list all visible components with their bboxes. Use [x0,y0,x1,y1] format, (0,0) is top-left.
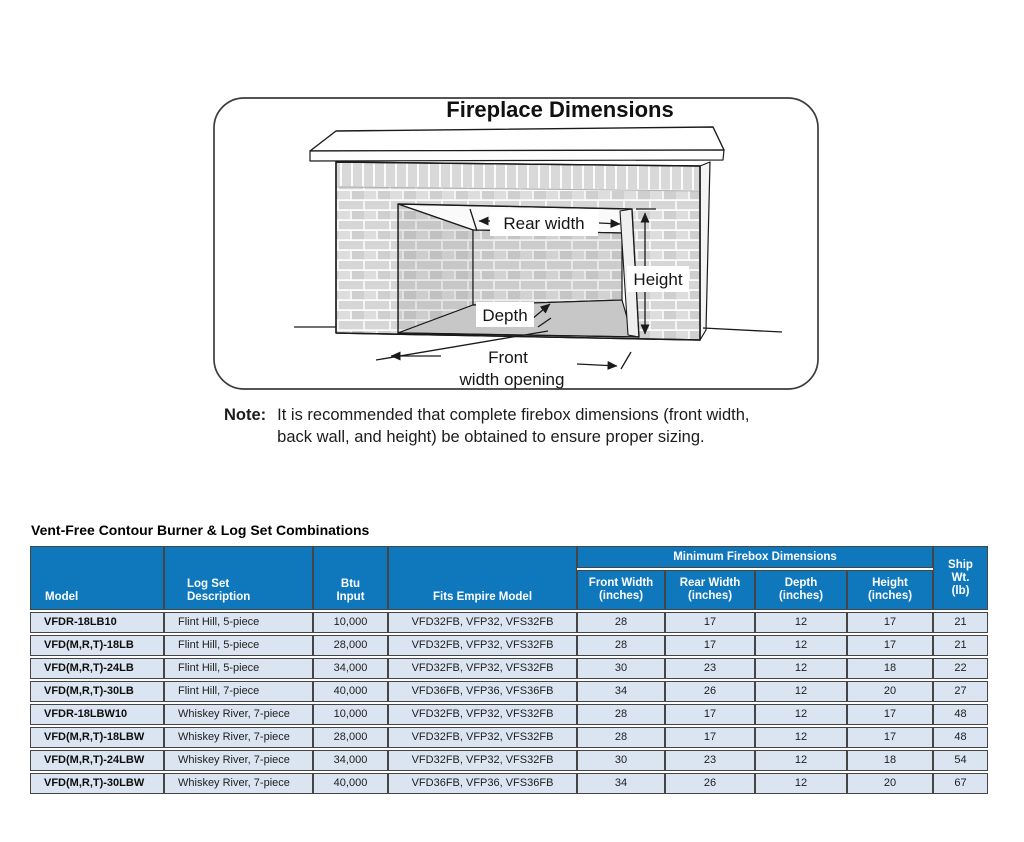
cell-rear-width: 23 [665,750,755,771]
mantel-top [310,127,724,151]
cell-front-width: 28 [577,704,665,725]
note-line-2: back wall, and height) be obtained to ensure proper sizing. [277,428,705,446]
mantel-front-edge [310,150,724,161]
cell-log-set-description: Whiskey River, 7-piece [164,750,313,771]
cell-model: VFDR-18LB10 [30,612,164,633]
front-width-label-line1: Front [488,348,528,367]
cell-rear-width: 26 [665,773,755,794]
cell-log-set-description: Flint Hill, 5-piece [164,635,313,656]
cell-ship-wt: 67 [933,773,988,794]
cell-front-width: 34 [577,681,665,702]
cell-height: 17 [847,727,933,748]
note [224,404,749,448]
cell-model: VFD(M,R,T)-30LB [30,681,164,702]
cell-rear-width: 17 [665,612,755,633]
table-row [30,704,988,725]
cell-rear-width: 17 [665,704,755,725]
cell-btu-input: 40,000 [313,773,388,794]
cell-height: 18 [847,750,933,771]
table-row [30,750,988,771]
cell-height: 17 [847,635,933,656]
cell-fits-empire-model: VFD32FB, VFP32, VFS32FB [388,612,577,633]
cell-btu-input: 10,000 [313,704,388,725]
cell-model: VFD(M,R,T)-30LBW [30,773,164,794]
col-header-log-set: Log Set Description [164,546,313,610]
cell-depth: 12 [755,658,847,679]
cell-log-set-description: Whiskey River, 7-piece [164,704,313,725]
front-width-label-line2: width opening [459,370,565,389]
cell-rear-width: 17 [665,727,755,748]
depth-label: Depth [482,306,528,325]
col-header-ship-wt: Ship Wt. (lb) [933,546,988,610]
col-header-model: Model [30,546,164,610]
col-header-fits: Fits Empire Model [388,546,577,610]
cell-ship-wt: 21 [933,612,988,633]
col-header-btu: Btu Input [313,546,388,610]
cell-ship-wt: 22 [933,658,988,679]
rear-width-label: Rear width [503,214,585,233]
cell-height: 20 [847,681,933,702]
cell-depth: 12 [755,773,847,794]
note-label: Note: [224,406,267,424]
cell-fits-empire-model: VFD36FB, VFP36, VFS36FB [388,681,577,702]
table-row [30,727,988,748]
cell-btu-input: 10,000 [313,612,388,633]
note-line-1: It is recommended that complete firebox dimensions (front width, [277,406,750,424]
cell-front-width: 28 [577,727,665,748]
table-body [30,612,988,794]
cell-log-set-description: Whiskey River, 7-piece [164,773,313,794]
diagram-title: Fireplace Dimensions [446,97,674,122]
cell-front-width: 30 [577,658,665,679]
cell-front-width: 28 [577,612,665,633]
cell-height: 17 [847,704,933,725]
cell-ship-wt: 48 [933,704,988,725]
cell-fits-empire-model: VFD32FB, VFP32, VFS32FB [388,704,577,725]
cell-btu-input: 28,000 [313,727,388,748]
cell-model: VFD(M,R,T)-18LBW [30,727,164,748]
col-group-min-firebox-dimensions: Minimum Firebox Dimensions [577,546,933,568]
cell-btu-input: 28,000 [313,635,388,656]
cell-rear-width: 23 [665,658,755,679]
col-header-rear-width: Rear Width (inches) [665,570,755,610]
cell-model: VFDR-18LBW10 [30,704,164,725]
cell-btu-input: 34,000 [313,658,388,679]
table-header [30,546,988,610]
col-header-depth: Depth (inches) [755,570,847,610]
cell-ship-wt: 48 [933,727,988,748]
table-row [30,681,988,702]
cell-height: 17 [847,612,933,633]
cell-depth: 12 [755,704,847,725]
cell-log-set-description: Flint Hill, 5-piece [164,658,313,679]
cell-depth: 12 [755,750,847,771]
soldier-course [337,163,699,190]
cell-model: VFD(M,R,T)-24LBW [30,750,164,771]
cell-log-set-description: Whiskey River, 7-piece [164,727,313,748]
cell-fits-empire-model: VFD36FB, VFP36, VFS36FB [388,773,577,794]
table-row [30,612,988,633]
cell-rear-width: 26 [665,681,755,702]
cell-ship-wt: 54 [933,750,988,771]
col-header-height: Height (inches) [847,570,933,610]
cell-ship-wt: 27 [933,681,988,702]
cell-log-set-description: Flint Hill, 7-piece [164,681,313,702]
cell-btu-input: 34,000 [313,750,388,771]
note-text [277,404,749,448]
cell-btu-input: 40,000 [313,681,388,702]
cell-fits-empire-model: VFD32FB, VFP32, VFS32FB [388,658,577,679]
cell-front-width: 34 [577,773,665,794]
height-label: Height [633,270,683,289]
combinations-section [30,522,992,796]
table-title: Vent-Free Contour Burner & Log Set Combinations [31,522,370,538]
cell-fits-empire-model: VFD32FB, VFP32, VFS32FB [388,635,577,656]
cell-height: 20 [847,773,933,794]
cell-log-set-description: Flint Hill, 5-piece [164,612,313,633]
cell-depth: 12 [755,727,847,748]
cell-ship-wt: 21 [933,635,988,656]
cell-height: 18 [847,658,933,679]
cell-depth: 12 [755,681,847,702]
cell-fits-empire-model: VFD32FB, VFP32, VFS32FB [388,750,577,771]
cell-model: VFD(M,R,T)-18LB [30,635,164,656]
table-row [30,658,988,679]
col-header-front-width: Front Width (inches) [577,570,665,610]
cell-front-width: 28 [577,635,665,656]
cell-depth: 12 [755,612,847,633]
table-row [30,773,988,794]
cell-fits-empire-model: VFD32FB, VFP32, VFS32FB [388,727,577,748]
cell-front-width: 30 [577,750,665,771]
combinations-table [30,544,988,796]
cell-rear-width: 17 [665,635,755,656]
cell-model: VFD(M,R,T)-24LB [30,658,164,679]
table-row [30,635,988,656]
cell-depth: 12 [755,635,847,656]
